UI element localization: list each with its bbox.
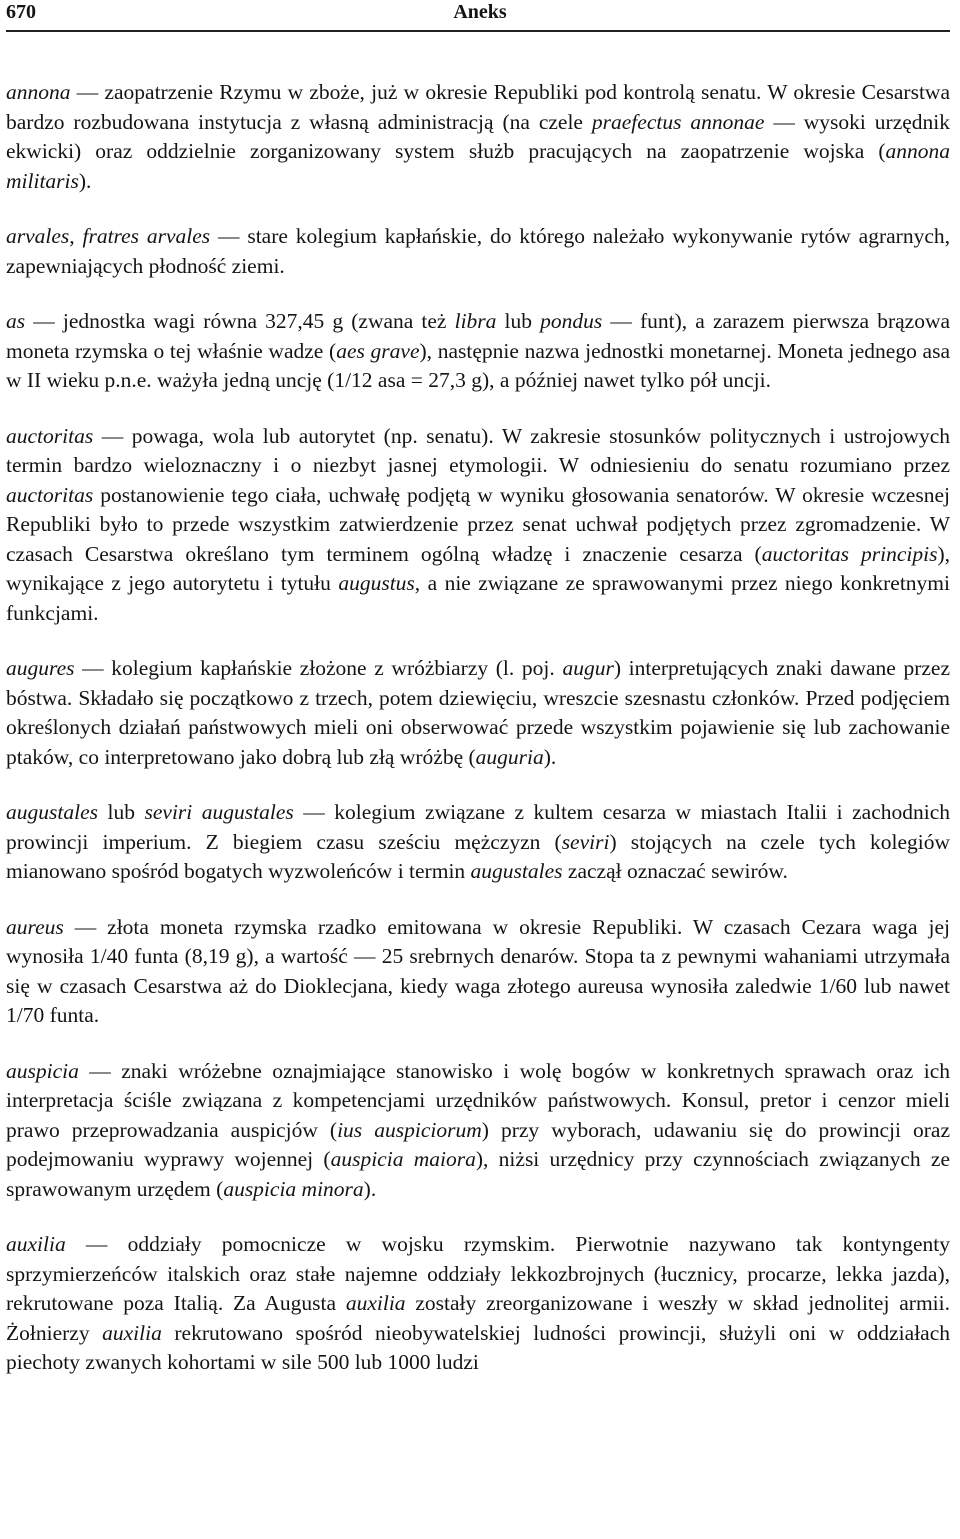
definition-text: — jednostka wagi równa 327,45 g (zwana też [25,309,455,333]
latin-term: augur [562,656,614,680]
definition-text: zaczął oznaczać sewirów. [562,859,788,883]
glossary-entry [6,78,950,196]
definition-text: ) przy wyborach, udawaniu się do prowincji oraz podejmowaniu wyprawy wojennej ( [6,1117,951,1171]
glossary-term: aureus [6,914,64,939]
definition-text: lub [97,800,145,824]
latin-term: auspicia minora [223,1176,364,1201]
glossary-entry [6,798,950,887]
header-rule [6,30,950,32]
latin-term: auxilia [102,1320,162,1345]
definition-text: lub [496,309,541,333]
definition-text: zostały zreorganizowane i weszły w skład jednolitej armii. Żołnierzy [6,1291,950,1345]
latin-term: augustales [470,859,563,883]
definition-text: ) interpretujących znaki dawane przez bóstwa. Składało się początkowo z trzech, potem dziewięciu, wreszcie szesnastu członków. Przed podjęciem określonych działań państwowych mieli oni obserwować przede wszystkim pojawienie się lub zachowanie ptaków, co interpretowano jako dobrą lub złą wróżbę ( [6,656,950,769]
latin-term: aes grave [336,338,420,363]
latin-term: libra [454,309,497,333]
definition-text: — kolegium związane z kultem cesarza w miastach Italii i zachodnich prowincji imperium. Z biegiem czasu sześciu mężczyzn ( [6,800,951,854]
definition-text: ), niżsi urzędnicy przy czynnościach związanych ze sprawowanym urzędem ( [6,1147,950,1201]
definition-text: ). [78,168,92,193]
latin-term: ius auspiciorum [337,1117,482,1142]
definition-text: , a nie związane ze sprawowanymi przez niego konkretnymi funkcjami. [6,571,950,625]
latin-term: augustus [338,571,415,595]
glossary-entry [6,222,950,281]
glossary-term: as [6,309,26,333]
glossary-entry [6,422,950,629]
glossary-term: auctoritas [6,423,94,448]
definition-text: — złota moneta rzymska rzadko emitowana w okresie Republiki. W czasach Cezara waga jej wynosiła 1/40 funta (8,19 g), a wartość — 25 srebrnych denarów. Stopa ta z pewnymi wahaniami utrzymała się w czasach Cesarstwa aż do Dioklecjana, kiedy waga złotego aureusa wynosiła zaledwie 1/60 lub nawet 1/70 funta. [6,914,950,1027]
glossary-term: arvales, fratres arvales [6,224,211,248]
definition-text: — znaki wróżebne oznajmiające stanowisko i wolę bogów w konkretnych sprawach oraz ich interpretacja ściśle związana z kompetencjami urzędników państwowych. Konsul, pretor i cenzor mieli prawo przeprowadzania auspicjów ( [6,1058,950,1142]
glossary-term: auspicia [6,1058,79,1083]
running-title: Aneks [453,1,507,23]
definition-text: ), wynikające z jego autorytetu i tytułu [6,541,950,595]
page-number: 670 [6,1,36,23]
glossary-entry [6,1230,950,1378]
definition-text: — kolegium kapłańskie złożone z wróżbiarzy (l. poj. [74,656,563,680]
latin-term: seviri [561,829,610,854]
definition-text: postanowienie tego ciała, uchwałę podjętą w wyniku głosowania senatorów. W okresie wczesnej Republiki było to przede wszystkim zatwierdzenie przez senat uchwał podjętych przez zgromadzenie. W czasach Cesarstwa określano tym terminem ogólną władzę i znaczenie cesarza ( [6,482,950,566]
latin-term: praefectus annonae [591,109,765,134]
latin-term: auxilia [345,1291,406,1315]
definition-text: — stare kolegium kapłańskie, do którego należało wykonywanie rytów agrarnych, zapewniających płodność ziemi. [6,224,950,278]
definition-text: ) stojących na czele tych kolegiów mianowano spośród bogatych wyzwoleńców i termin [6,829,950,883]
glossary-entry [6,913,950,1031]
glossary-entry [6,654,950,772]
definition-text: — zaopatrzenie Rzymu w zboże, już w okresie Republiki pod kontrolą senatu. W okresie Cesarstwa bardzo rozbudowana instytucja z własną administracją (na czele [6,80,950,134]
glossary-term: auxilia [6,1232,66,1256]
latin-term: auguria [475,744,544,769]
latin-term: annona militaris [6,139,950,193]
glossary-term: augures [6,656,75,680]
definition-text: — oddziały pomocnicze w wojsku rzymskim. Pierwotnie nazywano tak kontyngenty sprzymierzeńców italskich oraz stałe najemne oddziały lekkozbrojnych (łucznicy, procarze, lekka jazda), rekrutowane poza Italią. Za Augusta [6,1232,950,1315]
definition-text: — funt), a zarazem pierwsza brązowa moneta rzymska o tej właśnie wadze ( [6,309,951,363]
glossary-term: augustales [6,800,98,824]
glossary-entry [6,1057,950,1205]
glossary-entries [6,78,950,1378]
definition-text: ), następnie nazwa jednostki monetarnej. Moneta jednego asa w II wieku p.n.e. ważyła jedną uncję (1/12 asa = 27,3 g), a później nawet tylko pół uncji. [6,338,950,392]
definition-text: — wysoki urzędnik ekwicki) oraz oddzielnie zorganizowany system służb pracujących na zaopatrzenie wojska ( [6,109,951,163]
latin-term: auctoritas [6,482,94,507]
glossary-entry [6,307,950,396]
latin-term: auspicia maiora [330,1147,476,1171]
latin-term: seviri augustales [144,800,294,824]
glossary-term: annona [6,80,71,104]
latin-term: pondus [540,309,603,333]
definition-text: ). [543,744,557,769]
definition-text: — powaga, wola lub autorytet (np. senatu). W zakresie stosunków politycznych i ustrojowych termin bardzo wieloznaczny i o niezbyt jasnej etymologii. W odniesieniu do senatu rozumiano przez [6,423,950,477]
latin-term: auctoritas principis [761,541,938,566]
running-header [6,0,954,27]
definition-text: ). [363,1176,377,1201]
definition-text: rekrutowano spośród nieobywatelskiej ludności prowincji, służyli oni w oddziałach piechoty zwanych kohortami w sile 500 lub 1000 ludzi [6,1320,951,1374]
